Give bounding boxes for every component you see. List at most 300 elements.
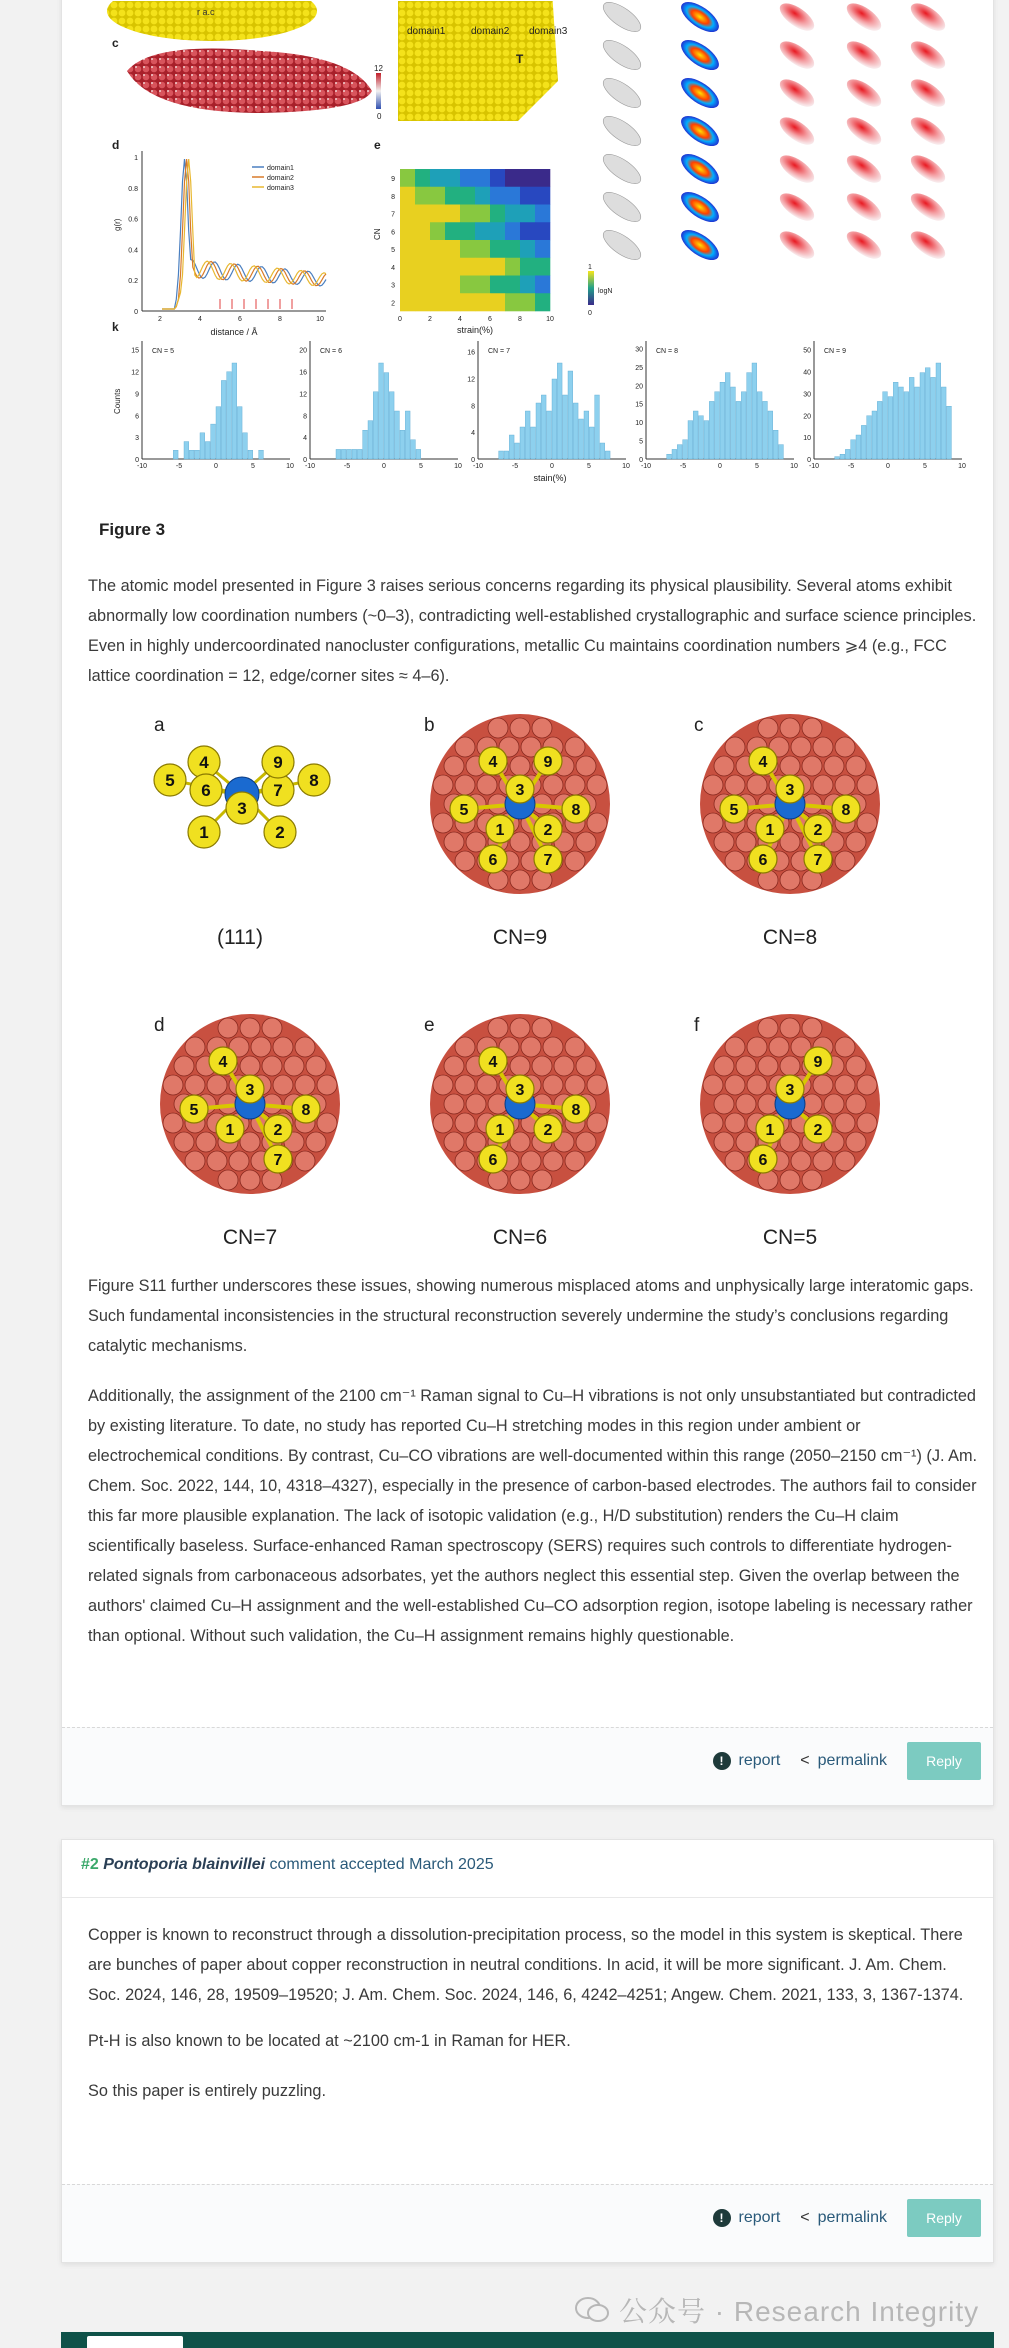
strain-thumbnail xyxy=(676,110,724,152)
y-tick-label: 1 xyxy=(134,155,138,163)
atom-number: 8 xyxy=(571,802,581,819)
histogram-bar xyxy=(909,377,914,459)
x-tick-label: 5 xyxy=(251,463,255,470)
cu-atom xyxy=(477,1075,497,1095)
cu-atom xyxy=(747,1037,767,1057)
heatmap-cell xyxy=(475,258,490,276)
reply-button[interactable]: Reply xyxy=(907,2199,981,2237)
heatmap-cell xyxy=(415,293,430,311)
heatmap-cell xyxy=(490,276,505,294)
histogram-title: CN = 9 xyxy=(824,348,846,355)
cu-atom xyxy=(835,1113,855,1133)
atom-number: 3 xyxy=(515,1082,525,1099)
strain-thumbnail xyxy=(775,1,818,36)
heatmap-cell xyxy=(505,258,520,276)
histogram-bar xyxy=(373,392,378,459)
cu-atom xyxy=(565,1075,585,1095)
heatmap-cell xyxy=(520,169,535,187)
x-tick-label: 10 xyxy=(958,463,966,470)
y-tick-label: 2 xyxy=(391,300,395,308)
cu-atom xyxy=(433,775,453,795)
figure-3-image xyxy=(62,1,995,501)
strain-thumbnail xyxy=(676,34,724,76)
histogram-bar xyxy=(867,416,872,459)
atom-number: 3 xyxy=(785,1082,795,1099)
strain-thumbnail xyxy=(842,1,885,36)
strain-thumbnail xyxy=(842,188,885,226)
heatmap-cell xyxy=(400,240,415,258)
heatmap-cell xyxy=(535,187,550,205)
strain-thumbnail xyxy=(842,74,885,112)
atom-number: 6 xyxy=(488,1152,498,1169)
histogram-bar xyxy=(416,449,421,459)
strain-thumbnail xyxy=(842,226,885,264)
y-tick-label: 3 xyxy=(391,282,395,290)
domain-label-3: domain3 xyxy=(529,26,568,37)
heatmap-cell xyxy=(490,205,505,223)
cu-atom xyxy=(802,1170,822,1190)
heatmap-cell xyxy=(520,222,535,240)
cu-atom xyxy=(295,1075,315,1095)
heatmap-cell xyxy=(415,205,430,223)
permalink-label: permalink xyxy=(817,1752,887,1769)
panel-label-f: f xyxy=(694,1015,700,1036)
heatmap-cell xyxy=(400,169,415,187)
cu-atom xyxy=(488,1018,508,1038)
cu-atom xyxy=(813,775,833,795)
strain-thumbnail xyxy=(842,36,885,74)
histogram-bar xyxy=(184,442,189,459)
atom-number: 2 xyxy=(543,1122,553,1139)
heatmap-cell xyxy=(400,258,415,276)
cu-atom xyxy=(185,1151,205,1171)
atom-number: 3 xyxy=(785,782,795,799)
comment-card-1 xyxy=(61,0,994,1806)
x-axis-label: distance / Å xyxy=(210,327,258,337)
heatmap-cell xyxy=(415,276,430,294)
heatmap-cell xyxy=(505,276,520,294)
histogram-bar xyxy=(904,392,909,459)
heatmap-cell xyxy=(460,169,475,187)
cu-atom xyxy=(576,756,596,776)
heatmap-cell xyxy=(505,187,520,205)
cu-atom xyxy=(565,1037,585,1057)
cu-atom xyxy=(714,1132,734,1152)
cu-atom xyxy=(317,1075,337,1095)
histogram-bar xyxy=(856,435,861,459)
heatmap-cell xyxy=(400,222,415,240)
cu-atom xyxy=(857,1113,877,1133)
x-tick-label: 10 xyxy=(790,463,798,470)
cu-atom xyxy=(510,718,530,738)
atom-number: 3 xyxy=(515,782,525,799)
cu-atom xyxy=(725,851,745,871)
cu-atom xyxy=(780,870,800,890)
cu-atom xyxy=(543,1151,563,1171)
strain-thumbnail xyxy=(599,73,645,113)
heatmap-cell xyxy=(445,240,460,258)
colorbar-label: 1 xyxy=(588,264,592,271)
cu-atom xyxy=(174,1056,194,1076)
histogram-bar xyxy=(925,368,930,459)
y-tick-label: 0.2 xyxy=(128,278,138,286)
histogram-bar xyxy=(947,406,952,459)
report-link[interactable] xyxy=(713,1752,781,1770)
cu-atom xyxy=(218,1018,238,1038)
heatmap-cell xyxy=(430,258,445,276)
x-tick-label: 5 xyxy=(587,463,591,470)
cu-atom xyxy=(163,1075,183,1095)
histogram-bar xyxy=(536,403,541,459)
cu-atom xyxy=(521,1151,541,1171)
histogram-bar xyxy=(237,407,242,459)
cu-atom xyxy=(273,1037,293,1057)
histogram-bar xyxy=(725,373,730,459)
cu-atom xyxy=(714,1056,734,1076)
cu-atom xyxy=(196,1132,216,1152)
atom-number: 2 xyxy=(813,822,823,839)
cu-atom xyxy=(747,1075,767,1095)
cu-atom xyxy=(835,1075,855,1095)
y-tick-label: 5 xyxy=(391,247,395,254)
histogram-bar xyxy=(573,403,578,459)
atom-number: 5 xyxy=(729,802,739,819)
histogram-bar xyxy=(688,421,693,459)
strain-thumbnail xyxy=(775,36,818,74)
atom-number: 7 xyxy=(543,852,553,869)
cu-atom xyxy=(488,718,508,738)
panel-label-c: c xyxy=(112,36,119,50)
x-tick-label: 2 xyxy=(428,316,432,323)
atom-number: 9 xyxy=(543,754,553,771)
reply-button[interactable]: Reply xyxy=(907,1742,981,1780)
atom-number: 8 xyxy=(301,1102,311,1119)
heatmap-cell xyxy=(475,169,490,187)
atom-number: 4 xyxy=(218,1054,228,1071)
histogram-bar xyxy=(845,449,850,459)
strain-thumbnail xyxy=(775,74,818,112)
cu-atom xyxy=(736,1094,756,1114)
comment-number[interactable]: #2 xyxy=(81,1856,99,1873)
y-tick-label: 0 xyxy=(471,457,475,464)
cu-atom xyxy=(444,1094,464,1114)
heatmap-cell xyxy=(430,293,445,311)
strain-thumbnail xyxy=(775,112,818,150)
heatmap-cell xyxy=(535,240,550,258)
histogram-title: CN = 7 xyxy=(488,348,510,355)
heatmap-cell xyxy=(490,169,505,187)
heatmap-cell xyxy=(460,240,475,258)
heatmap-cell xyxy=(430,187,445,205)
y-tick-label: 15 xyxy=(635,401,643,409)
histogram-bar xyxy=(400,430,405,459)
cu-atom xyxy=(444,756,464,776)
heatmap-cell xyxy=(445,276,460,294)
cu-atom xyxy=(587,1113,607,1133)
x-tick-label: 4 xyxy=(458,316,462,323)
heatmap-cell xyxy=(505,205,520,223)
report-link[interactable] xyxy=(713,2209,781,2227)
heatmap-cell xyxy=(415,240,430,258)
histogram-bar xyxy=(851,440,856,459)
cu-atom xyxy=(240,1056,260,1076)
svg-text:0: 0 xyxy=(377,112,382,121)
wechat-icon xyxy=(575,2296,609,2324)
legend-label: domain2 xyxy=(267,175,294,182)
histogram-bar xyxy=(384,373,389,459)
domain-label-2: domain2 xyxy=(471,26,510,37)
x-tick-label: -5 xyxy=(679,463,687,470)
cu-atom xyxy=(769,1037,789,1057)
histogram-bar xyxy=(763,401,768,459)
histogram-bar xyxy=(752,363,757,459)
heatmap-cell xyxy=(490,258,505,276)
cu-atom xyxy=(532,1056,552,1076)
cu-atom xyxy=(510,1170,530,1190)
strain-thumbnail xyxy=(599,225,645,265)
cu-atom xyxy=(835,1151,855,1171)
cu-atom xyxy=(466,1094,486,1114)
strain-thumbnail xyxy=(775,150,818,188)
gr-curve-3 xyxy=(162,159,326,309)
histogram-bar xyxy=(568,371,573,459)
cu-atom xyxy=(240,1018,260,1038)
heatmap-cell xyxy=(505,169,520,187)
cu-atom xyxy=(510,756,530,776)
strain-thumbnail xyxy=(599,35,645,75)
x-tick-label: 2 xyxy=(158,316,162,323)
heatmap-cell xyxy=(490,187,505,205)
cu-atom xyxy=(207,1151,227,1171)
y-tick-label: 16 xyxy=(299,369,307,377)
histogram-bar xyxy=(531,427,536,459)
histogram-bar xyxy=(368,421,373,459)
heatmap-cell xyxy=(445,258,460,276)
y-axis-label: Counts xyxy=(113,388,122,414)
y-tick-label: 40 xyxy=(803,369,811,377)
histogram-bar xyxy=(899,387,904,459)
x-tick-label: -5 xyxy=(175,463,183,470)
cu-atom xyxy=(846,1132,866,1152)
histogram-bar xyxy=(216,407,221,459)
domain-label-1: domain1 xyxy=(407,26,446,37)
heatmap-cell xyxy=(535,276,550,294)
heatmap-cell xyxy=(445,205,460,223)
cu-atom xyxy=(532,718,552,738)
cu-atom xyxy=(813,737,833,757)
cu-atom xyxy=(262,1056,282,1076)
cu-atom xyxy=(455,1075,475,1095)
y-tick-label: 8 xyxy=(391,193,395,201)
comment-paragraph-2: Figure S11 further underscores these issues, showing numerous misplaced atoms and unphysically large interatomic gaps. Such fundamental inconsistencies in the structural reconstruction severely undermine the study’s conclusions regarding catalytic mechanisms. xyxy=(88,1277,974,1355)
legend-label: domain1 xyxy=(267,165,294,172)
atom-number: 6 xyxy=(758,852,768,869)
share-icon: < xyxy=(800,1752,810,1769)
cu-atom xyxy=(317,1113,337,1133)
heatmap-cell xyxy=(475,222,490,240)
atom-number: 5 xyxy=(165,771,175,790)
histogram-bar xyxy=(259,450,264,459)
cu-atom xyxy=(444,1056,464,1076)
panel-label-e: e xyxy=(374,138,381,152)
heatmap-cell xyxy=(400,205,415,223)
cu-atom xyxy=(703,813,723,833)
histogram-bar xyxy=(499,451,504,459)
cu-atom xyxy=(725,1113,745,1133)
histogram-bar xyxy=(211,424,216,459)
cu-atom xyxy=(846,1056,866,1076)
atom-number: 3 xyxy=(245,1082,255,1099)
histogram-bar xyxy=(715,392,720,459)
x-tick-label: -10 xyxy=(136,463,148,470)
atom-number: 5 xyxy=(459,802,469,819)
histogram-bar xyxy=(835,457,840,459)
strain-thumbnail xyxy=(842,150,885,188)
cu-atom xyxy=(587,813,607,833)
exclamation-icon: ! xyxy=(713,1752,731,1770)
atom-number: 7 xyxy=(813,852,823,869)
permalink-link[interactable] xyxy=(800,2209,887,2227)
cu-atom xyxy=(185,1037,205,1057)
y-tick-label: 20 xyxy=(299,347,307,355)
heatmap-cell xyxy=(460,187,475,205)
x-tick-label: -10 xyxy=(472,463,484,470)
atom-number: 6 xyxy=(758,1152,768,1169)
histogram-bar xyxy=(405,411,410,459)
histogram-bar xyxy=(931,377,936,459)
x-tick-label: 10 xyxy=(316,316,324,323)
permalink-link[interactable] xyxy=(800,1752,887,1770)
heatmap-cell xyxy=(460,205,475,223)
comment-paragraph-1: The atomic model presented in Figure 3 raises serious concerns regarding its physical plausibility. Several atoms exhibit abnormally low coordination numbers (~0–3), contradicting well-established crystallographic and surface science principles. Even in highly undercoordinated nanocluster configurations, metallic Cu maintains coordination numbers ⩾4 (e.g., FCC lattice coordination = 12, edge/corner sites ≈ 4–6). xyxy=(88,577,977,685)
cu-atom xyxy=(521,1037,541,1057)
panel-caption-f: CN=5 xyxy=(762,1226,818,1249)
x-axis-label: stain(%) xyxy=(533,473,567,483)
cu-atom xyxy=(565,1151,585,1171)
comment2-paragraph-2: Pt-H is also known to be located at ~2100 cm-1 in Raman for HER. xyxy=(88,2032,571,2050)
cu-atom xyxy=(262,1018,282,1038)
cu-atom xyxy=(758,1056,778,1076)
cu-atom xyxy=(510,1056,530,1076)
heatmap-cell xyxy=(475,276,490,294)
histogram-bar xyxy=(352,449,357,459)
strain-thumbnail xyxy=(906,74,949,112)
page-footer-bar xyxy=(61,2332,994,2348)
cu-atom xyxy=(576,1056,596,1076)
heatmap-cell xyxy=(415,222,430,240)
heatmap-cell xyxy=(460,293,475,311)
histogram-bar xyxy=(936,363,941,459)
cu-atom xyxy=(714,756,734,776)
cu-atom xyxy=(835,775,855,795)
atom-number: 2 xyxy=(543,822,553,839)
cu-atom xyxy=(295,1151,315,1171)
y-tick-label: 20 xyxy=(635,383,643,391)
heatmap-cell xyxy=(475,187,490,205)
cu-atom xyxy=(714,832,734,852)
atom-number: 1 xyxy=(199,823,209,842)
strain-thumbnail xyxy=(775,188,818,226)
x-tick-label: 0 xyxy=(382,463,386,470)
histogram-bar xyxy=(840,454,845,459)
strain-thumbnail xyxy=(906,150,949,188)
heatmap-cell xyxy=(490,293,505,311)
histogram-bar xyxy=(389,392,394,459)
y-tick-label: 0.8 xyxy=(128,185,138,193)
atom-number: 4 xyxy=(199,753,209,772)
x-tick-label: 8 xyxy=(278,316,282,323)
y-tick-label: 8 xyxy=(471,403,475,411)
footer-tab[interactable] xyxy=(87,2336,183,2348)
cu-atom xyxy=(433,1075,453,1095)
card-footer xyxy=(62,1727,993,1805)
legend-label: domain3 xyxy=(267,185,294,192)
x-tick-label: 6 xyxy=(488,316,492,323)
histogram-bar xyxy=(888,397,893,459)
atom-number: 7 xyxy=(273,1152,283,1169)
cu-atom xyxy=(295,1037,315,1057)
cu-atom xyxy=(444,832,464,852)
histogram-bar xyxy=(757,392,762,459)
permalink-label: permalink xyxy=(817,2209,887,2226)
heatmap-cell xyxy=(475,293,490,311)
cu-atom xyxy=(455,1151,475,1171)
strain-thumbnail xyxy=(599,1,645,37)
histogram-title: CN = 6 xyxy=(320,348,342,355)
cu-atom xyxy=(543,1037,563,1057)
comment-author[interactable]: Pontoporia blainvillei xyxy=(103,1856,266,1873)
histogram-bar xyxy=(683,440,688,459)
y-axis-label: g(r) xyxy=(113,218,122,231)
cu-atom xyxy=(455,737,475,757)
histogram-title: CN = 5 xyxy=(152,348,174,355)
y-tick-label: 12 xyxy=(131,369,139,377)
svg-text:12: 12 xyxy=(374,64,383,73)
panel-caption-e: CN=6 xyxy=(492,1226,548,1249)
x-tick-label: -5 xyxy=(511,463,519,470)
cu-atom xyxy=(306,1132,326,1152)
cu-atom xyxy=(857,1075,877,1095)
histogram-bar xyxy=(189,450,194,459)
y-tick-label: 0 xyxy=(134,309,138,316)
cu-atom xyxy=(163,1113,183,1133)
histogram-bar xyxy=(221,380,226,459)
y-tick-label: 0 xyxy=(639,457,643,464)
histogram-bar xyxy=(605,451,610,459)
heatmap-cell xyxy=(445,293,460,311)
cu-atom xyxy=(543,775,563,795)
strain-thumbnail xyxy=(906,1,949,36)
cu-atom xyxy=(455,1037,475,1057)
cu-atom xyxy=(703,1113,723,1133)
x-tick-label: 10 xyxy=(546,316,554,323)
histogram-bar xyxy=(595,395,600,459)
panel-label-d: d xyxy=(154,1015,165,1036)
cu-atom xyxy=(273,1075,293,1095)
cu-atom xyxy=(824,1094,844,1114)
histogram-bar xyxy=(893,382,898,459)
heatmap-cell xyxy=(520,205,535,223)
panel-label-k: k xyxy=(112,320,119,334)
atom-number: 7 xyxy=(273,781,283,800)
heatmap-cell xyxy=(430,169,445,187)
watermark xyxy=(575,2290,979,2330)
heatmap-cell xyxy=(400,293,415,311)
histogram-bar xyxy=(232,363,237,459)
y-tick-label: 50 xyxy=(803,347,811,355)
cu-atom xyxy=(510,1018,530,1038)
y-tick-label: 6 xyxy=(391,229,395,237)
